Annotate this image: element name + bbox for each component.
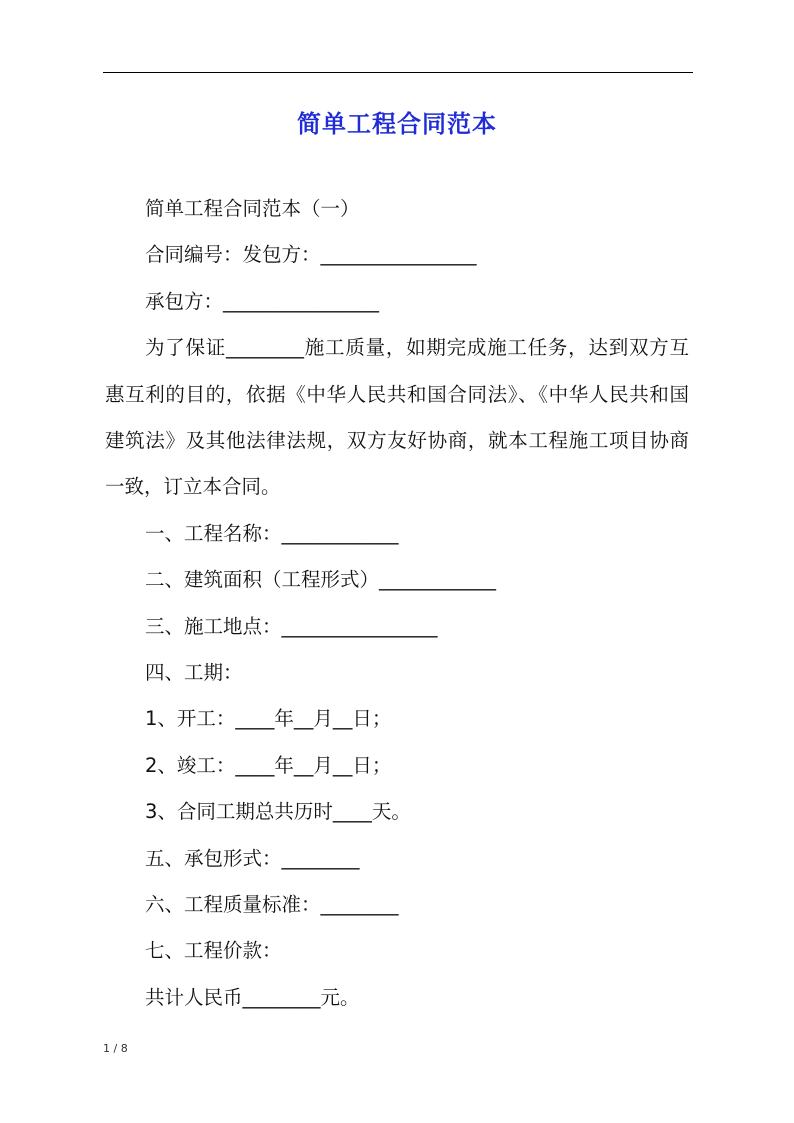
paragraph-schedule-heading: 四、工期： xyxy=(145,660,243,684)
document-body xyxy=(105,186,689,1021)
paragraph-contract-number: 合同编号：发包方：________________ xyxy=(145,243,477,267)
paragraph-completion-date: 2、竣工：____年__月__日； xyxy=(145,753,392,777)
header-rule xyxy=(103,72,693,73)
paragraph-duration: 3、合同工期总共历时____天。 xyxy=(145,800,411,824)
paragraph-preamble: 为了保证________施工质量，如期完成施工任务，达到双方互惠互利的目的，依据《中华人民共和国合同法》、《中华人民共和国建筑法》及其他法律法规，双方友好协商，就本工程施工项目协商一致，订立本合同。 xyxy=(105,336,689,499)
paragraph-project-name: 一、工程名称：____________ xyxy=(145,521,399,545)
paragraph-contract-form: 五、承包形式：________ xyxy=(145,846,360,870)
paragraph-contractor: 承包方：________________ xyxy=(145,289,380,313)
paragraph-total-amount: 共计人民币________元。 xyxy=(145,985,360,1009)
document-title: 简单工程合同范本 xyxy=(297,110,497,138)
paragraph-site-location: 三、施工地点：________________ xyxy=(145,614,438,638)
paragraph-price-heading: 七、工程价款： xyxy=(145,939,282,963)
paragraph-building-area: 二、建筑面积（工程形式）____________ xyxy=(145,568,497,592)
paragraph-quality-standard: 六、工程质量标准：________ xyxy=(145,892,399,916)
page-number: 1 / 8 xyxy=(103,1042,128,1055)
paragraph-subtitle: 简单工程合同范本（一） xyxy=(145,197,360,220)
paragraph-start-date: 1、开工：____年__月__日； xyxy=(145,707,392,731)
